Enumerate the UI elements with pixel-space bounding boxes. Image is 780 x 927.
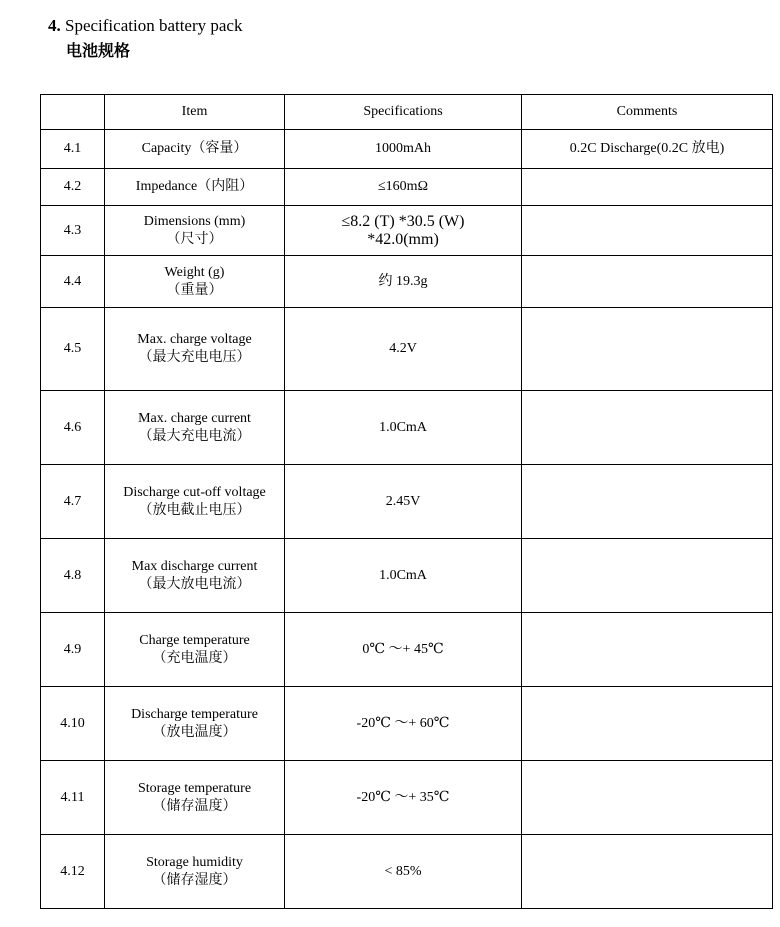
row-item — [105, 465, 285, 539]
row-spec: -20℃ ～+ 35℃ — [285, 761, 522, 835]
item-label: Max discharge current — [131, 558, 258, 574]
row-number: 4.10 — [41, 687, 105, 761]
header-spec: Specifications — [285, 95, 522, 130]
row-spec: 4.2V — [285, 308, 522, 391]
item-label-cn: （放电温度） — [152, 724, 237, 740]
row-spec: 1000mAh — [285, 130, 522, 169]
row-spec: 0℃ ～+ 45℃ — [285, 613, 522, 687]
table-row — [41, 169, 773, 206]
item-label: Max. charge current — [138, 410, 251, 426]
spec-line-2: *42.0(mm) — [367, 230, 439, 248]
table-row — [41, 130, 773, 169]
header-no — [41, 95, 105, 130]
row-number: 4.2 — [41, 169, 105, 206]
table-header-row — [41, 95, 773, 130]
table-row — [41, 761, 773, 835]
row-comment — [522, 465, 773, 539]
header-comments: Comments — [522, 95, 773, 130]
table-row — [41, 539, 773, 613]
row-item — [105, 391, 285, 465]
item-label-cn: （最大充电电压） — [138, 350, 251, 365]
spec-table — [40, 94, 773, 909]
row-number: 4.8 — [41, 539, 105, 613]
row-spec — [285, 206, 522, 256]
row-comment: 0.2C Discharge(0.2C 放电) — [522, 130, 773, 169]
row-comment — [522, 308, 773, 391]
row-number: 4.5 — [41, 308, 105, 391]
section-title: Specification battery pack — [65, 16, 243, 35]
item-label: Capacity（容量） — [141, 141, 248, 156]
item-label: Charge temperature — [139, 632, 250, 648]
row-number: 4.1 — [41, 130, 105, 169]
table-row — [41, 391, 773, 465]
item-label: Discharge cut-off voltage — [123, 484, 266, 500]
spec-line-1: ≤8.2 (T) *30.5 (W) — [341, 212, 465, 230]
item-label-cn: （充电温度） — [152, 650, 237, 666]
row-comment — [522, 835, 773, 909]
row-comment — [522, 256, 773, 308]
table-row — [41, 687, 773, 761]
table-row — [41, 465, 773, 539]
row-comment — [522, 687, 773, 761]
item-label-cn: （尺寸） — [166, 231, 223, 247]
table-row — [41, 613, 773, 687]
row-item — [105, 169, 285, 206]
item-label: Storage temperature — [137, 780, 252, 796]
row-spec: 2.45V — [285, 465, 522, 539]
item-label: Weight (g) — [164, 264, 225, 280]
row-item — [105, 256, 285, 308]
row-spec: 约 19.3g — [285, 256, 522, 308]
item-label: Storage humidity — [146, 854, 243, 870]
row-number: 4.11 — [41, 761, 105, 835]
row-number: 4.7 — [41, 465, 105, 539]
section-number: 4. — [48, 16, 61, 35]
row-number: 4.12 — [41, 835, 105, 909]
table-row — [41, 835, 773, 909]
row-comment — [522, 391, 773, 465]
row-spec: 1.0CmA — [285, 539, 522, 613]
row-spec: ≤160mΩ — [285, 169, 522, 206]
row-item — [105, 761, 285, 835]
item-label-cn: （最大充电电流） — [138, 428, 251, 444]
item-label-cn: （重量） — [166, 282, 223, 298]
row-number: 4.4 — [41, 256, 105, 308]
item-label-cn: （储存湿度） — [152, 872, 237, 888]
row-item — [105, 687, 285, 761]
section-heading — [48, 16, 242, 36]
row-comment — [522, 206, 773, 256]
row-comment — [522, 761, 773, 835]
row-comment — [522, 169, 773, 206]
item-label: Impedance（内阻） — [135, 179, 254, 194]
table-row — [41, 206, 773, 256]
row-spec: -20℃ ～+ 60℃ — [285, 687, 522, 761]
item-label: Dimensions (mm) — [143, 213, 246, 229]
row-spec: 1.0CmA — [285, 391, 522, 465]
row-comment — [522, 539, 773, 613]
table-row — [41, 308, 773, 391]
row-item — [105, 539, 285, 613]
section-subtitle: 电池规格 — [66, 43, 131, 60]
row-item — [105, 206, 285, 256]
table-row — [41, 256, 773, 308]
row-number: 4.6 — [41, 391, 105, 465]
row-item — [105, 130, 285, 169]
row-item — [105, 613, 285, 687]
item-label-cn: （储存温度） — [152, 798, 237, 814]
header-item: Item — [105, 95, 285, 130]
row-number: 4.9 — [41, 613, 105, 687]
item-label-cn: （最大放电电流） — [138, 576, 251, 592]
item-label: Max. charge voltage — [137, 332, 252, 347]
item-label: Discharge temperature — [131, 706, 258, 722]
row-item — [105, 308, 285, 391]
row-comment — [522, 613, 773, 687]
item-label-cn: （放电截止电压） — [138, 502, 251, 518]
row-spec: < 85% — [285, 835, 522, 909]
row-item — [105, 835, 285, 909]
row-number: 4.3 — [41, 206, 105, 256]
